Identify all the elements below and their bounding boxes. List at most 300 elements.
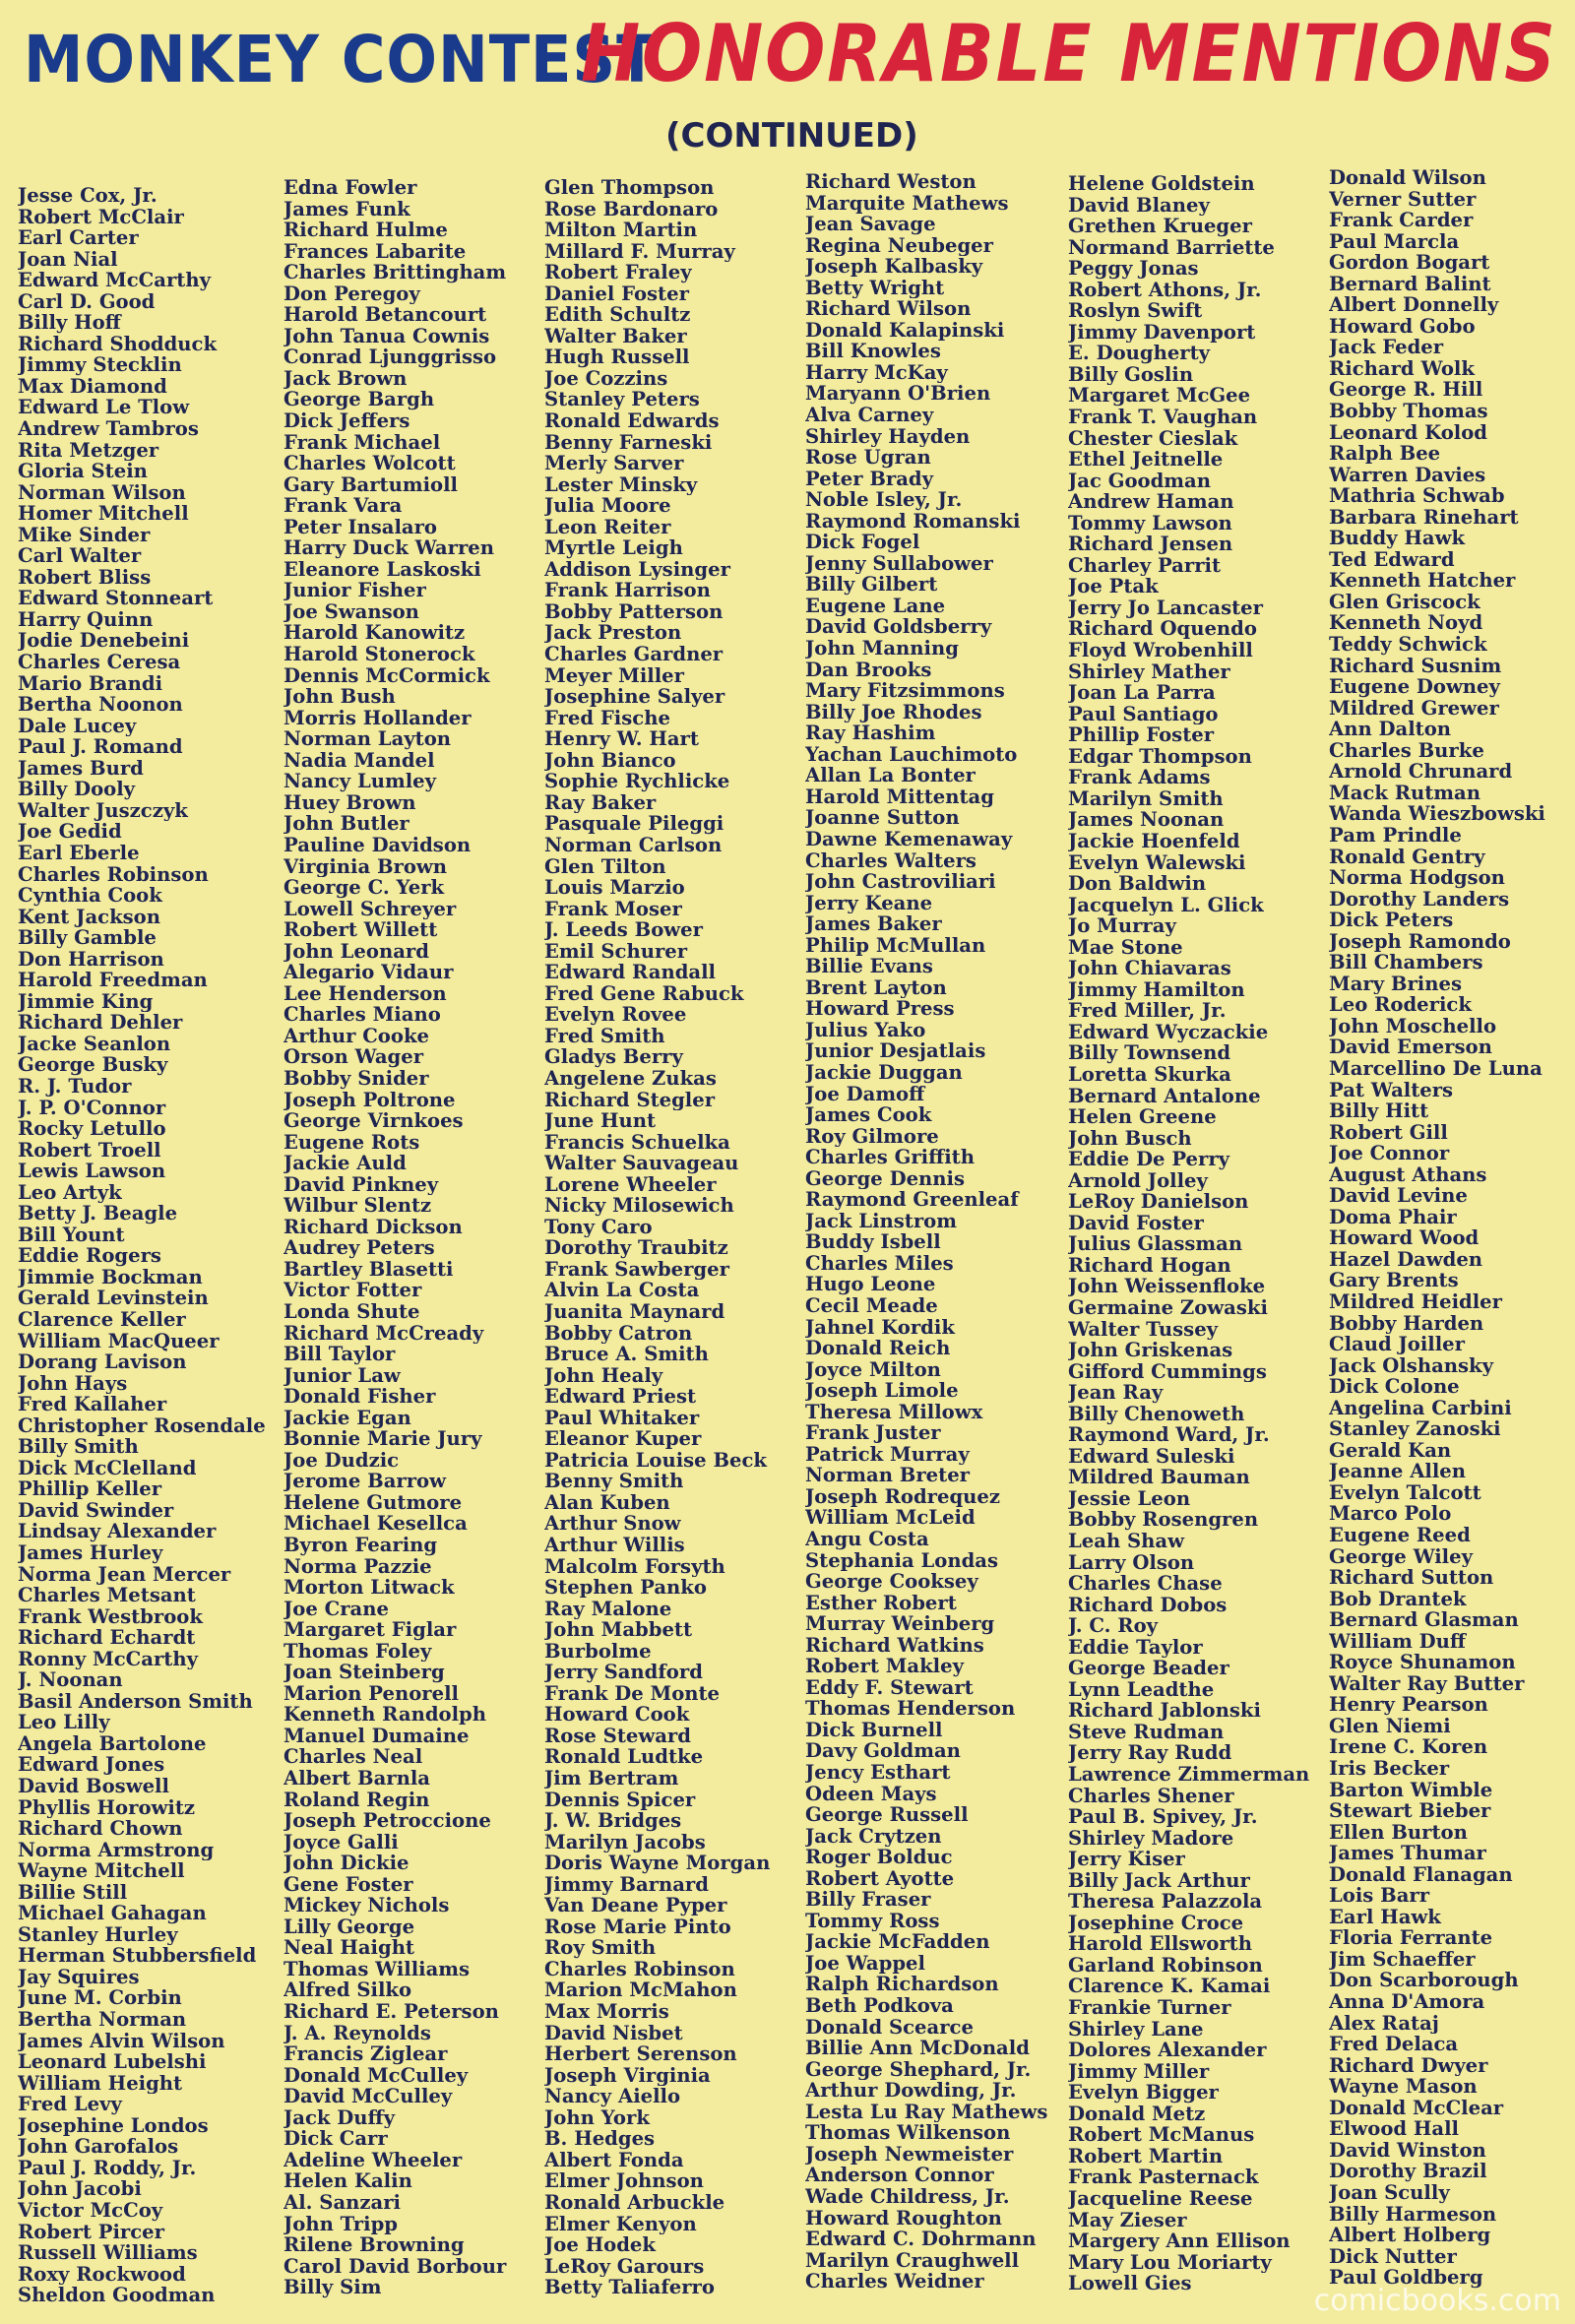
honorable-mention-name: J. A. Reynolds [284,2022,431,2044]
honorable-mention-name: Ronald Ludtke [544,1746,704,1769]
honorable-mention-name: Teddy Schwick [1329,634,1487,656]
honorable-mention-name: LeRoy Danielson [1068,1191,1249,1213]
honorable-mention-name: Hugh Russell [544,346,690,368]
honorable-mention-name: Jack Preston [544,622,682,645]
honorable-mention-name: Theresa Palazzola [1068,1891,1263,1913]
honorable-mention-name: Francis Schuelka [544,1131,730,1154]
honorable-mention-name: Frank Pasternack [1068,2167,1259,2188]
honorable-mention-name: Jac Goodman [1068,470,1211,492]
honorable-mention-name: Fred Gene Rabuck [544,982,744,1005]
honorable-mention-name: Barton Wimble [1329,1779,1493,1801]
honorable-mention-name: John Butler [284,813,410,835]
honorable-mention-name: Norman Breter [805,1465,970,1486]
honorable-mention-name: Floyd Wrobenhill [1068,640,1253,661]
honorable-mention-name: Harold Betancourt [284,304,487,326]
honorable-mention-name: Jimmy Davenport [1068,321,1256,344]
honorable-mention-name: Jackie Egan [284,1407,411,1429]
honorable-mention-name: Bernard Glasman [1329,1609,1519,1631]
honorable-mention-name: Billy Gamble [18,927,157,949]
honorable-mention-name: Beth Podkova [805,1995,954,2017]
honorable-mention-name: Stanley Hurley [18,1923,178,1946]
honorable-mention-name: Maryann O'Brien [805,383,991,406]
honorable-mention-name: Edward Priest [544,1386,697,1408]
honorable-mention-name: Richard Watkins [805,1634,984,1657]
honorable-mention-name: Lilly George [284,1916,415,1938]
honorable-mention-name: Don Scarborough [1329,1970,1519,1992]
honorable-mention-name: Shirley Hayden [805,425,971,448]
honorable-mention-name: Rose Marie Pinto [544,1916,731,1938]
honorable-mention-name: Robert McManus [1068,2124,1255,2146]
honorable-mention-name: Dorothy Brazil [1329,2161,1487,2182]
honorable-mention-name: Allan La Bonter [805,765,976,786]
honorable-mention-name: John Garofalos [18,2136,179,2158]
honorable-mention-name: Donald Fisher [284,1386,436,1408]
honorable-mention-name: Peter Insalaro [284,516,438,538]
honorable-mention-name: Donald Scearce [805,2016,974,2039]
honorable-mention-name: Richard Sutton [1329,1567,1494,1589]
page-header [0,0,1575,172]
honorable-mention-name: Eugene Rots [284,1131,420,1154]
honorable-mention-name: Ethel Jeitnelle [1068,449,1224,471]
honorable-mention-name: Tommy Ross [805,1910,940,1932]
honorable-mention-name: Alex Rataj [1329,2012,1439,2035]
honorable-mention-name: Bobby Catron [544,1322,693,1345]
honorable-mention-name: Gary Bartumioll [284,473,458,496]
honorable-mention-name: Rose Bardonaro [544,198,719,220]
honorable-mention-name: Wanda Wieszbowski [1329,803,1545,825]
honorable-mention-name: Alfred Silko [284,1979,412,2002]
honorable-mention-name: Lois Barr [1329,1885,1430,1907]
honorable-mention-name: Glen Thompson [544,177,715,199]
honorable-mention-name: Edward Wyczackie [1068,1021,1269,1043]
honorable-mention-name: Marilyn Craughwell [805,2249,1020,2272]
honorable-mention-name: Robert Fraley [544,262,692,283]
honorable-mention-name: Jean Savage [805,214,936,235]
honorable-mention-name: Fred Delaca [1329,2034,1459,2055]
honorable-mention-name: Junior Law [284,1364,401,1387]
honorable-mention-name: Albert Holberg [1329,2225,1491,2246]
honorable-mention-name: Emil Schurer [544,940,688,963]
honorable-mention-name: Clarence K. Kamai [1068,1976,1271,1998]
honorable-mention-name: Roland Regin [284,1789,430,1811]
honorable-mention-name: Leonard Kolod [1329,421,1487,444]
honorable-mention-name: Benny Smith [544,1471,684,1492]
honorable-mention-name: Harry Quinn [18,608,154,631]
honorable-mention-name: Norma Armstrong [18,1839,215,1861]
honorable-mention-name: Earl Hawk [1329,1906,1441,1928]
honorable-mention-name: Arnold Jolley [1068,1169,1208,1192]
honorable-mention-name: Van Deane Pyper [544,1895,727,1916]
honorable-mention-name: June Hunt [544,1110,657,1132]
honorable-mention-name: Thomas Williams [284,1958,471,1980]
honorable-mention-name: Henry Pearson [1329,1694,1488,1716]
honorable-mention-name: Richard Jablonski [1068,1700,1261,1722]
honorable-mention-name: David Swinder [18,1499,174,1522]
honorable-mention-name: Robert Makley [805,1656,964,1677]
honorable-mention-name: Richard Chown [18,1818,183,1840]
honorable-mention-name: Charles Griffith [805,1147,975,1168]
honorable-mention-name: Angelene Zukas [544,1067,717,1090]
honorable-mention-name: Raymond Greenleaf [805,1189,1019,1211]
honorable-mention-name: Donald Flanagan [1329,1863,1513,1886]
honorable-mention-name: Royce Shunamon [1329,1652,1516,1673]
honorable-mention-name: Edward Le Tlow [18,397,190,419]
honorable-mention-name: Mario Brandi [18,672,163,695]
honorable-mention-name: Frank De Monte [544,1682,721,1705]
honorable-mention-name: Addison Lysinger [544,558,730,581]
honorable-mention-name: Don Baldwin [1068,873,1207,895]
honorable-mention-name: Edward Suleski [1068,1445,1235,1468]
honorable-mention-name: Glen Tilton [544,855,666,878]
honorable-mention-name: Roslyn Swift [1068,300,1203,322]
honorable-mention-name: David Pinkney [284,1173,439,1196]
honorable-mention-name: Lynn Leadthe [1068,1678,1215,1701]
honorable-mention-name: Michael Gahagan [18,1903,207,1924]
honorable-mention-name: John Griskenas [1068,1340,1233,1361]
honorable-mention-name: Sheldon Goodman [18,2285,216,2306]
honorable-mention-name: Richard Jensen [1068,534,1233,555]
honorable-mention-name: Adeline Wheeler [284,2149,463,2171]
honorable-mention-name: Richard Dwyer [1329,2054,1488,2077]
honorable-mention-name: Ralph Richardson [805,1974,999,1996]
honorable-mention-name: Andrew Tambros [18,418,199,440]
honorable-mention-name: Frankie Turner [1068,1997,1231,2019]
honorable-mention-name: Dorothy Landers [1329,888,1510,911]
honorable-mention-name: Mildred Heidler [1329,1290,1502,1313]
honorable-mention-name: Mildred Bauman [1068,1467,1250,1488]
title-honorable-mentions: HONORABLE MENTIONS [581,8,1557,99]
honorable-mention-name: David Emerson [1329,1036,1492,1058]
honorable-mention-name: Roy Smith [544,1937,657,1959]
honorable-mention-name: Jack Crytzen [805,1825,942,1848]
honorable-mention-name: Garland Robinson [1068,1954,1263,1977]
honorable-mention-name: Angelina Carbini [1329,1397,1512,1419]
honorable-mention-name: Londa Shute [284,1300,420,1323]
honorable-mention-name: Charles Ceresa [18,652,181,673]
honorable-mention-name: Jerry Kiser [1068,1849,1185,1870]
honorable-mention-name: Joe Ptak [1068,576,1159,597]
honorable-mention-name: Billy Chenoweth [1068,1403,1245,1425]
honorable-mention-name: Arthur Dowding, Jr. [805,2080,1017,2102]
honorable-mention-name: Ray Malone [544,1598,672,1620]
honorable-mention-name: Eleanor Kuper [544,1428,702,1450]
honorable-mention-name: Regina Neubeger [805,234,993,257]
honorable-mention-name: Virginia Brown [284,855,448,878]
honorable-mention-name: Benny Farneski [544,431,713,454]
honorable-mention-name: John Hays [18,1372,128,1395]
honorable-mention-name: Mickey Nichols [284,1895,450,1916]
honorable-mention-name: Billy Gilbert [805,574,938,596]
honorable-mention-name: Kenneth Randolph [284,1704,486,1726]
honorable-mention-name: Jimmy Barnard [544,1873,709,1896]
honorable-mention-name: Frank Westbrook [18,1605,203,1628]
honorable-mention-name: Billy Townsend [1068,1042,1231,1064]
honorable-mention-name: Stanley Peters [544,389,700,411]
honorable-mention-name: Charles Miles [805,1252,954,1275]
honorable-mention-name: Yachan Lauchimoto [805,743,1018,766]
honorable-mention-name: J. Leeds Bower [544,919,703,941]
honorable-mention-name: Larry Olson [1068,1551,1195,1574]
honorable-mention-name: Iris Becker [1329,1758,1450,1780]
honorable-mention-name: Dick McClelland [18,1457,197,1479]
honorable-mention-name: LeRoy Garours [544,2255,705,2278]
honorable-mention-name: Richard Hogan [1068,1254,1231,1277]
honorable-mention-name: George Shephard, Jr. [805,2058,1032,2081]
honorable-mention-name: Cecil Meade [805,1294,938,1317]
honorable-mention-name: Joan Nial [18,248,118,271]
honorable-mention-name: Buddy Hawk [1329,528,1466,549]
honorable-mention-name: Max Diamond [18,375,167,398]
honorable-mention-name: Phyllis Horowitz [18,1796,196,1819]
honorable-mention-name: Milton Martin [544,220,698,241]
honorable-mention-name: John Tanua Cownis [284,325,490,347]
honorable-mention-name: Davy Goldman [805,1740,961,1763]
honorable-mention-name: Richard E. Peterson [284,2001,499,2023]
honorable-mention-name: Nancy Lumley [284,771,437,792]
honorable-mention-name: Billy Jack Arthur [1068,1869,1250,1892]
honorable-mention-name: Gloria Stein [18,461,148,482]
honorable-mention-name: Germaine Zowaski [1068,1296,1268,1319]
honorable-mention-name: Walter Ray Butter [1329,1672,1525,1695]
honorable-mention-name: John Healy [544,1364,663,1387]
honorable-mention-name: Margaret Figlar [284,1619,457,1641]
honorable-mention-name: Helen Kalin [284,2170,412,2192]
subtitle-continued: (CONTINUED) [665,116,918,156]
honorable-mention-name: Edith Schultz [544,304,691,326]
honorable-mention-name: Richard Dickson [284,1216,463,1238]
name-columns [18,167,1563,2313]
honorable-mention-name: James Baker [805,913,942,935]
name-column-3 [544,177,802,2313]
honorable-mention-name: John Bianco [544,749,676,772]
honorable-mention-name: George Russell [805,1804,969,1826]
honorable-mention-name: Albert Barnla [284,1768,430,1790]
honorable-mention-name: Arthur Snow [544,1513,681,1535]
honorable-mention-name: Esther Robert [805,1592,957,1614]
honorable-mention-name: Conrad Ljunggrisso [284,346,497,368]
honorable-mention-name: Dennis McCormick [284,664,490,687]
honorable-mention-name: Richard Wolk [1329,357,1475,380]
honorable-mention-name: Bonnie Marie Jury [284,1428,482,1450]
honorable-mention-name: Brent Layton [805,976,947,999]
name-column-6 [1329,167,1575,2303]
honorable-mention-name: Richard Wilson [805,298,972,320]
honorable-mention-name: Bertha Noonon [18,694,183,716]
honorable-mention-name: Jahnel Kordik [805,1316,955,1339]
honorable-mention-name: May Zieser [1068,2209,1187,2231]
honorable-mention-name: Francis Ziglear [284,2043,448,2065]
honorable-mention-name: Paul Santiago [1068,703,1219,725]
honorable-mention-name: John Tripp [284,2213,398,2235]
honorable-mention-name: Jackie Auld [284,1153,407,1174]
honorable-mention-name: Dan Brooks [805,659,932,681]
honorable-mention-name: Bobby Snider [284,1067,429,1090]
honorable-mention-name: Joe Crane [284,1598,389,1620]
honorable-mention-name: Dick Nutter [1329,2245,1457,2268]
honorable-mention-name: Ray Baker [544,791,657,814]
honorable-mention-name: Bill Knowles [805,341,941,362]
honorable-mention-name: Orson Wager [284,1046,424,1068]
honorable-mention-name: Edward Jones [18,1754,165,1777]
honorable-mention-name: Norman Carlson [544,834,723,856]
title-monkey-contest: MONKEY CONTEST [24,22,659,97]
honorable-mention-name: Gene Foster [284,1873,413,1896]
honorable-mention-name: Howard Wood [1329,1227,1480,1249]
honorable-mention-name: Carl Walter [18,545,142,567]
honorable-mention-name: Huey Brown [284,791,416,814]
honorable-mention-name: John Jacobi [18,2178,142,2200]
honorable-mention-name: Marquite Mathews [805,192,1009,215]
honorable-mention-name: Doma Phair [1329,1206,1457,1228]
honorable-mention-name: Arthur Willis [544,1535,685,1556]
honorable-mention-name: Chester Cieslak [1068,427,1238,450]
honorable-mention-name: Nancy Aiello [544,2086,681,2107]
honorable-mention-name: E. Dougherty [1068,343,1211,364]
honorable-mention-name: Albert Fonda [544,2149,684,2171]
honorable-mention-name: David McCulley [284,2086,453,2107]
honorable-mention-name: Nicky Milosewich [544,1195,734,1217]
honorable-mention-name: Lowell Schreyer [284,898,457,920]
honorable-mention-name: Harold Freedman [18,970,208,991]
honorable-mention-name: Margaret McGee [1068,385,1251,408]
honorable-mention-name: Evelyn Bigger [1068,2082,1219,2104]
honorable-mention-name: Jency Esthart [805,1762,951,1784]
honorable-mention-name: Stephania Londas [805,1549,999,1572]
honorable-mention-name: Elmer Johnson [544,2170,704,2192]
honorable-mention-name: Joseph Rodrequez [805,1485,1000,1508]
honorable-mention-name: Harold Ellsworth [1068,1933,1252,1955]
honorable-mention-name: Edgar Thompson [1068,745,1252,768]
honorable-mention-name: Joe Connor [1329,1143,1450,1164]
honorable-mention-name: Joe Dudzic [284,1449,400,1472]
honorable-mention-name: John York [544,2106,650,2129]
honorable-mention-name: Billy Dooly [18,779,136,800]
honorable-mention-name: Manuel Dumaine [284,1725,470,1747]
honorable-mention-name: Ted Edward [1329,548,1455,571]
honorable-mention-name: Ronald Arbuckle [544,2191,725,2214]
honorable-mention-name: Joan Scully [1329,2181,1450,2204]
honorable-mention-name: Malcolm Forsyth [544,1555,725,1578]
honorable-mention-name: Rocky Letullo [18,1118,166,1140]
honorable-mention-name: Robert Ayotte [805,1867,955,1890]
honorable-mention-name: James Thumar [1329,1843,1486,1864]
honorable-mention-name: William McLeid [805,1507,976,1529]
honorable-mention-name: Max Morris [544,2001,669,2023]
honorable-mention-name: Donald Wilson [1329,167,1486,189]
honorable-mention-name: Harry Duck Warren [284,537,494,559]
honorable-mention-name: Joan La Parra [1068,682,1216,704]
honorable-mention-name: Harold Stonerock [284,644,475,665]
honorable-mention-name: Shirley Mather [1068,660,1230,683]
honorable-mention-name: Paul Whitaker [544,1407,700,1429]
honorable-mention-name: Jacqueline Reese [1068,2187,1253,2210]
honorable-mention-name: Betty J. Beagle [18,1203,178,1225]
honorable-mention-name: Al. Sanzari [284,2191,401,2214]
honorable-mention-name: Billy Smith [18,1436,139,1458]
honorable-mention-name: Paul J. Romand [18,736,183,758]
honorable-mention-name: Jackie Duggan [805,1061,963,1084]
honorable-mention-name: Dick Fogel [805,532,920,553]
honorable-mention-name: Helene Goldstein [1068,173,1255,195]
honorable-mention-name: Rita Metzger [18,439,159,462]
honorable-mention-name: Billie Still [18,1881,128,1904]
honorable-mention-name: Edna Fowler [284,177,417,199]
honorable-mention-name: Earl Eberle [18,842,140,864]
honorable-mention-name: Tommy Lawson [1068,512,1232,534]
honorable-mention-name: Dick Peters [1329,910,1454,931]
honorable-mention-name: Jimmy Stecklin [18,354,182,376]
honorable-mention-name: Floria Ferrante [1329,1927,1493,1949]
honorable-mention-name: Christopher Rosendale [18,1414,266,1437]
honorable-mention-name: Buddy Isbell [805,1231,941,1253]
honorable-mention-name: Gordon Bogart [1329,252,1490,274]
honorable-mention-name: Charley Parrit [1068,554,1222,577]
honorable-mention-name: Dale Lucey [18,715,137,737]
honorable-mention-name: Margery Ann Ellison [1068,2230,1291,2252]
honorable-mention-name: Jeanne Allen [1329,1461,1467,1482]
honorable-mention-name: Richard Shodduck [18,333,218,355]
honorable-mention-name: Donald McClear [1329,2097,1504,2119]
honorable-mention-name: Shirley Lane [1068,2018,1204,2041]
honorable-mention-name: Glen Griscock [1329,591,1480,613]
honorable-mention-name: Basil Anderson Smith [18,1690,253,1713]
honorable-mention-name: Jimmy Hamilton [1068,978,1245,1001]
honorable-mention-name: Ellen Burton [1329,1821,1468,1844]
honorable-mention-name: Eugene Reed [1329,1525,1471,1546]
honorable-mention-name: Patrick Murray [805,1443,970,1466]
honorable-mention-name: Mack Rutman [1329,782,1480,804]
honorable-mention-name: Jacke Seanlon [18,1033,171,1055]
honorable-mention-name: Loretta Skurka [1068,1063,1231,1086]
honorable-mention-name: Billy Hoff [18,312,121,334]
honorable-mention-name: Kenneth Noyd [1329,612,1483,635]
honorable-mention-name: Grethen Krueger [1068,216,1252,237]
honorable-mention-name: Marion McMahon [544,1979,737,2002]
honorable-mention-name: Mildred Grewer [1329,697,1499,720]
honorable-mention-name: Howard Cook [544,1704,690,1726]
honorable-mention-name: Albert Donnelly [1329,294,1499,316]
honorable-mention-name: Joe Hodek [544,2234,656,2256]
honorable-mention-name: Stanley Zanoski [1329,1418,1501,1440]
honorable-mention-name: Herbert Serenson [544,2043,737,2065]
honorable-mention-name: Fred Kallaher [18,1394,167,1415]
honorable-mention-name: James Funk [284,198,410,220]
honorable-mention-name: Edward Randall [544,962,716,983]
honorable-mention-name: William MacQueer [18,1330,220,1352]
honorable-mention-name: Merly Sarver [544,453,684,474]
honorable-mention-name: John Chiavaras [1068,958,1231,979]
honorable-mention-name: Rose Steward [544,1725,691,1747]
honorable-mention-name: Junior Desjatlais [805,1040,986,1062]
honorable-mention-name: Walter Juszczyk [18,799,188,822]
honorable-mention-name: Billie Ann McDonald [805,2038,1030,2059]
honorable-mention-name: Richard Echardt [18,1627,196,1649]
honorable-mention-name: Angu Costa [805,1529,929,1550]
honorable-mention-name: Charles Chase [1068,1573,1223,1595]
honorable-mention-name: Billy Fraser [805,1889,931,1911]
name-column-5 [1068,173,1326,2309]
honorable-mention-name: Pasquale Pileggi [544,813,724,835]
honorable-mention-name: Bernard Antalone [1068,1085,1261,1107]
honorable-mention-name: Donald Reich [805,1338,951,1359]
honorable-mention-name: Gary Brents [1329,1270,1459,1291]
honorable-mention-name: Josephine Londos [18,2114,209,2137]
honorable-mention-name: Joe Wappel [805,1952,925,1975]
honorable-mention-name: John Manning [805,638,959,660]
honorable-mention-name: Fred Levy [18,2094,122,2115]
honorable-mention-name: J. C. Roy [1068,1615,1159,1637]
honorable-mention-name: Audrey Peters [284,1237,435,1259]
